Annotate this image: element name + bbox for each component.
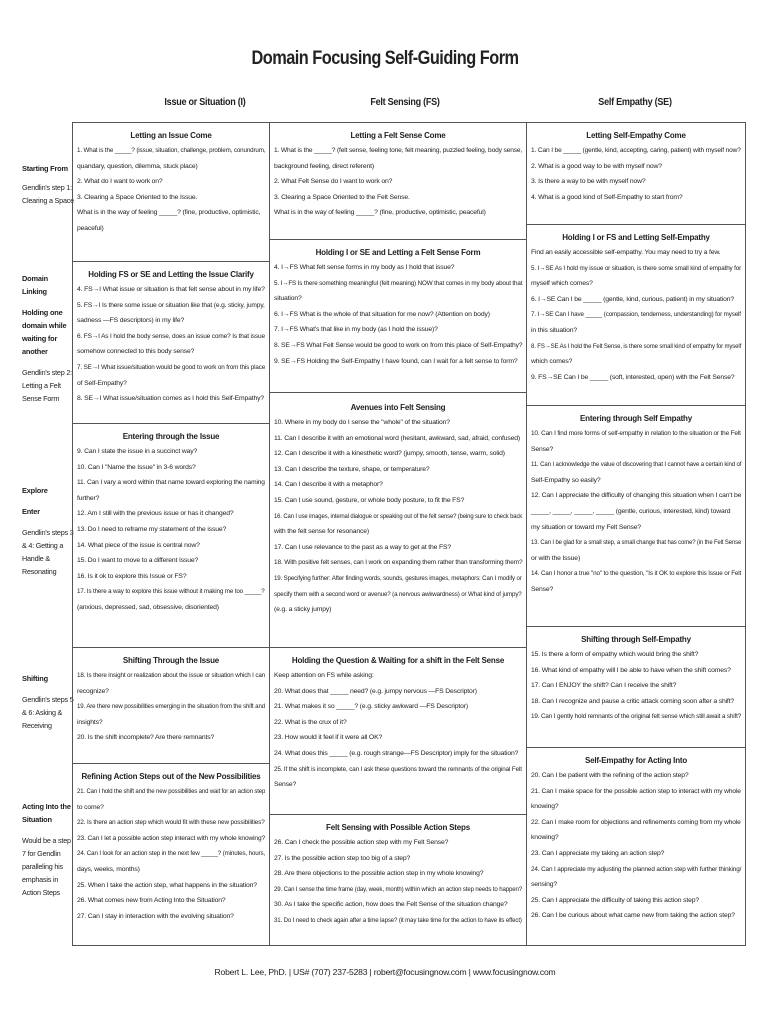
row-label-linking — [22, 272, 74, 405]
row-label-sub: Gendlin's steps 3 & 4: Getting a Handle & Resonating — [22, 528, 74, 576]
form-question-line: 4. I→FS What felt sense forms in my body as I hold that issue? — [274, 264, 455, 271]
cell-heading: Holding FS or SE and Letting the Issue Clarify — [88, 270, 254, 279]
footer-contact: Robert L. Lee, PhD. | US# (707) 237-5283 | robert@focusingnow.com | www.focusingnow.com — [214, 967, 556, 977]
form-question-line: 25. If the shift is incomplete, can I ask these questions toward the remnants of the original Felt — [274, 765, 522, 773]
form-question-line: 23. Can I appreciate my taking an action step? — [531, 849, 665, 857]
form-question-line: 26. Can I be curious about what came new from taking the action step? — [531, 912, 735, 920]
form-question-line: 23. How would it feel if it were all OK? — [274, 734, 383, 742]
form-question-line: 10. Where in my body do I sense the "whole" of the situation? — [274, 419, 450, 426]
form-question-line: 31. Do I need to check again after a time lapse? (it may take time for the action to have its effect) — [274, 916, 522, 924]
form-question-line: sensing? — [531, 881, 558, 889]
cell-heading: Holding the Question & Waiting for a shift in the Felt Sense — [291, 656, 505, 665]
form-question-line: of Self-Empathy? — [77, 379, 127, 387]
form-question-line: 11. Can I acknowledge the value of discovering that I cannot have a certain kind of — [531, 461, 742, 469]
form-question-line: 10. Can I find more forms of self-empathy in relation to the situation or the Felt — [531, 430, 741, 437]
form-question-line: Sense? — [274, 781, 297, 789]
form-question-line: 8. SE→FS What Felt Sense would be good to work on from this place of Self-Empathy? — [274, 341, 523, 349]
form-question-line: 14. What piece of the issue is central now? — [77, 541, 200, 549]
page-title: Domain Focusing Self-Guiding Form — [251, 48, 519, 69]
cell-heading: Letting an Issue Come — [130, 131, 212, 140]
cell-fs-explore — [269, 392, 527, 648]
cell-se-linking — [526, 224, 746, 406]
form-question-line: specify them with a second word or avenue? (a nervous awkwardness) or What kind of jumpy? — [274, 590, 522, 598]
form-question-line: or with the Issue) — [531, 554, 581, 562]
form-question-line: 11. Can I describe it with an emotional word (hesitant, awkward, sad, afraid, confused) — [274, 434, 520, 442]
cell-heading: Felt Sensing with Possible Action Steps — [326, 823, 470, 832]
form-question-line: Sense? — [531, 445, 554, 453]
cell-lines — [77, 784, 265, 924]
form-question-line: 7. I→FS What's that like in my body (as I hold the issue)? — [274, 326, 438, 334]
form-question-line: 6. FS→I As I hold the body sense, does an issue come? Is that issue — [77, 332, 265, 340]
form-question-line: 16. Can I use images, internal dialogue or speaking out of the felt sense? (being sure to check back — [274, 512, 523, 520]
form-question-line: 19. Specifying further: After finding words, sounds, gestures images, metaphors: Can I modify or — [274, 574, 522, 582]
form-question-line: 5. I→FS Is there something meaningful (felt meaning) NOW that comes in my body about that — [274, 279, 523, 287]
form-question-line: 18. Is there insight or realization about the issue or situation which I can — [77, 672, 266, 679]
form-question-line: knowing? — [531, 834, 559, 842]
cell-lines — [77, 444, 265, 616]
form-question-line: background feeling, direct referent) — [274, 162, 375, 170]
form-question-line: 14. Can I honor a true "no" to the question, "Is it OK to explore this Issue or Felt — [531, 570, 742, 578]
form-question-line: quandary, question, dilemma, stuck place) — [77, 162, 198, 170]
form-question-line: 8. SE→I What issue/situation comes as I hold this Self-Empathy? — [77, 395, 264, 403]
form-question-line: 13. Do I need to reframe my statement of the issue? — [77, 525, 227, 533]
form-question-line: further? — [77, 494, 100, 502]
cell-se-shifting — [526, 626, 746, 748]
cell-lines — [274, 260, 522, 369]
cell-lines — [274, 668, 522, 793]
form-question-line: 5. I→SE As I hold my issue or situation, is there some small kind of empathy for — [531, 264, 742, 272]
form-question-line: 15. Do I want to move to a different Issue? — [77, 557, 199, 565]
form-question-line: 29. Can I sense the time frame (day, week, month) within which an action step needs to happen? — [274, 885, 522, 893]
form-question-line: 15. Can I use sound, gesture, or whole body posture, to fit the FS? — [274, 496, 465, 504]
form-question-line: 1. Can I be _____ (gentle, kind, accepting, caring, patient) with myself now? — [531, 147, 741, 154]
form-question-line: 4. What is a good kind of Self-Empathy to start from? — [531, 193, 683, 201]
form-question-line: 3. Clearing a Space Oriented to the Felt Sense. — [274, 193, 410, 201]
cell-heading: Holding I or SE and Letting a Felt Sense Form — [315, 248, 481, 257]
cell-se-acting — [526, 747, 746, 946]
cell-lines — [531, 647, 741, 725]
form-question-line: (e.g. a sticky jumpy) — [274, 606, 332, 614]
form-question-line: 21. Can I hold the shift and the new possibilities and wait for an action step — [77, 788, 266, 795]
cell-lines — [274, 415, 522, 618]
form-question-line: 28. Are there objections to the possible action step in my whole knowing? — [274, 870, 484, 878]
row-label-title: Acting Into the Situation — [22, 802, 71, 824]
form-question-line: Find an easily accessible self-empathy. You may need to try a few. — [531, 249, 721, 256]
row-label-sub: Would be a step 7 for Gendlin paralleling his emphasis in Action Steps — [22, 836, 71, 897]
row-label-title2: Holding one domain while waiting for another — [22, 308, 67, 356]
form-question-line: 26. Can I check the possible action step with my Felt Sense? — [274, 839, 449, 846]
form-question-line: What is in the way of feeling _____? (fine, productive, optimistic, peaceful) — [274, 209, 486, 217]
cell-lines — [531, 245, 741, 385]
form-question-line: 3. Is there a way to be with myself now? — [531, 178, 646, 186]
form-question-line: knowing? — [531, 803, 559, 811]
form-question-line: 23. Can I let a possible action step interact with my whole knowing? — [77, 834, 266, 842]
form-question-line: (anxious, depressed, sad, obsessive, disoriented) — [77, 603, 219, 611]
form-question-line: situation? — [274, 295, 302, 303]
cell-se-explore — [526, 405, 746, 627]
form-question-line: 18. With positive felt senses, can I work on expanding them rather than transforming them? — [274, 559, 523, 567]
form-question-line: 22. Can I make room for objections and refinements coming from my whole — [531, 818, 741, 826]
form-question-line: 20. Can I be patient with the refining of the action step? — [531, 772, 689, 779]
cell-heading: Refining Action Steps out of the New Possibilities — [81, 772, 261, 781]
form-question-line: to come? — [77, 803, 104, 811]
form-question-line: my situation or toward my Felt Sense? — [531, 523, 642, 531]
form-question-line: 30. As I take the specific action, how does the Felt Sense of the situation change? — [274, 901, 508, 909]
form-question-line: 21. Can I make space for the possible action step to interact with my whole — [531, 787, 741, 795]
form-question-line: 2. What Felt Sense do I want to work on? — [274, 178, 393, 186]
form-question-line: 22. What is the crux of it? — [274, 718, 347, 726]
form-question-line: 26. What comes new from Acting Into the Situation? — [77, 897, 226, 905]
cell-heading: Shifting through Self-Empathy — [581, 635, 691, 644]
cell-fs-starting — [269, 122, 527, 240]
cell-lines — [77, 282, 265, 407]
cell-heading: Holding I or FS and Letting Self-Empathy — [562, 233, 710, 242]
form-question-line: 13. Can I be glad for a small step, a small change that has come? (in the Felt Sense — [531, 539, 742, 547]
column-header-issue: Issue or Situation (I) — [164, 96, 246, 108]
form-question-line: 27. Can I stay in interaction with the evolving situation? — [77, 912, 234, 920]
form-question-line: days, weeks, months) — [77, 865, 140, 873]
row-label-sub: Gendlin's steps 5 & 6: Asking & Receiving — [22, 695, 74, 730]
cell-lines — [531, 143, 741, 205]
form-question-line: recognize? — [77, 687, 109, 695]
cell-fs-shifting — [269, 647, 527, 815]
form-question-line: 12. Can I describe it with a kinesthetic word? (jumpy, smooth, tense, warm, solid) — [274, 450, 505, 458]
form-question-line: 12. Can I appreciate the difficulty of changing this situation when I can't be — [531, 492, 742, 500]
cell-issue-explore — [72, 423, 270, 648]
cell-lines — [274, 835, 522, 929]
form-question-line: Sense? — [531, 585, 554, 593]
form-question-line: 25. Can I appreciate the difficulty of taking this action step? — [531, 896, 700, 904]
form-question-line: myself which comes? — [531, 280, 593, 288]
form-question-line: 7. SE→I What issue/situation would be good to work on from this place — [77, 363, 266, 371]
form-question-line: 9. FS→SE Can I be _____ (soft, interested, open) with the Felt Sense? — [531, 373, 735, 381]
form-question-line: 2. What is a good way to be with myself now? — [531, 162, 662, 170]
form-question-line: 12. Am I still with the previous issue or has it changed? — [77, 510, 234, 518]
form-question-line: 7. I→SE Can I have _____ (compassion, tenderness, understanding) for myself — [531, 311, 741, 319]
cell-fs-linking — [269, 239, 527, 393]
form-question-line: 9. SE→FS Holding the Self-Empathy I have found, can I wait for a felt sense to form? — [274, 357, 518, 365]
form-question-line: 16. Is it ok to explore this Issue or FS? — [77, 572, 187, 580]
form-question-line: 16. What kind of empathy will I be able to have when the shift comes? — [531, 666, 731, 674]
form-question-line: 25. When I take the action step, what happens in the situation? — [77, 881, 257, 889]
form-question-line: 15. Is there a form of empathy which would bring the shift? — [531, 651, 699, 658]
form-question-line: 6. I→SE Can I be _____ (gentle, kind, curious, patient) in my situation? — [531, 295, 735, 303]
form-question-line: 18. Can I recognize and pause a critic attack coming soon after a shift? — [531, 697, 735, 705]
cell-heading: Entering through the Issue — [122, 432, 220, 441]
form-question-line: with the felt sense for resonance) — [274, 528, 370, 536]
cell-heading: Shifting Through the Issue — [122, 656, 220, 665]
form-question-line: 3. Clearing a Space Oriented to the Issue. — [77, 193, 198, 201]
row-label-title: Starting From — [22, 164, 68, 173]
row-label-starting — [22, 162, 74, 207]
form-question-line: _____, _____, _____, _____ (gentle, curious, interested, kind) toward — [531, 507, 731, 515]
cell-issue-acting — [72, 763, 270, 946]
form-question-line: 11. Can I vary a word within that name toward exploring the naming — [77, 479, 265, 487]
form-question-line: 17. Can I use relevance to the past as a way to get at the FS? — [274, 543, 451, 551]
form-question-line: 1. What is the _____? (issue, situation, challenge, problem, conundrum, — [77, 147, 266, 154]
row-label-explore — [22, 484, 74, 578]
row-label-acting — [22, 800, 74, 899]
form-question-line: 6. I→FS What is the whole of that situation for me now? (Attention on body) — [274, 310, 490, 318]
form-question-line: 2. What do I want to work on? — [77, 178, 163, 186]
form-question-line: somehow connected to this body sense? — [77, 348, 195, 356]
form-question-line: in this situation? — [531, 326, 578, 334]
form-question-line: Self-Empathy so easily? — [531, 476, 601, 484]
form-question-line: 13. Can I describe the texture, shape, or temperature? — [274, 465, 430, 473]
form-question-line: 24. What does this _____ (e.g. rough strange—FS Descriptor) imply for the situation? — [274, 749, 519, 757]
form-question-line: 1. What is the _____? (felt sense, feeling tone, felt meaning, puzzled feeling, body sense, — [274, 147, 523, 154]
cell-issue-linking — [72, 261, 270, 424]
form-question-line: 24. Can I look for an action step in the next few _____? (minutes, hours, — [77, 850, 266, 858]
form-question-line: Keep attention on FS while asking: — [274, 672, 374, 679]
form-question-line: 14. Can I describe it with a metaphor? — [274, 481, 383, 489]
form-question-line: 22. Is there an action step which would fit with these new possibilities? — [77, 819, 265, 827]
form-question-line: which comes? — [531, 358, 573, 366]
cell-heading: Letting Self-Empathy Come — [586, 131, 686, 140]
form-question-line: What is in the way of feeling _____? (fine, productive, optimistic, — [77, 209, 261, 217]
form-question-line: 27. Is the possible action step too big of a step? — [274, 854, 411, 862]
row-label-sub: Gendlin's step 2: Letting a Felt Sense Form — [22, 368, 72, 403]
form-question-line: 9. Can I state the issue in a succinct way? — [77, 448, 198, 455]
cell-heading: Self-Empathy for Acting Into — [584, 756, 688, 765]
form-question-line: 21. What makes it so _____? (e.g. sticky awkward —FS Descriptor) — [274, 703, 469, 711]
form-question-line: insights? — [77, 718, 103, 726]
cell-lines — [531, 426, 741, 598]
cell-heading: Entering through Self Empathy — [580, 414, 692, 423]
column-header-felt-sensing: Felt Sensing (FS) — [370, 96, 440, 108]
form-question-line: 17. Is there a way to explore this issue without it making me too _____? — [77, 588, 265, 596]
row-label-sub: Gendlin's step 1: Clearing a Space — [22, 183, 74, 205]
row-label-title2: Enter — [22, 507, 40, 516]
form-question-line: 5. FS→I Is there some issue or situation like that (e.g. sticky, jumpy, — [77, 301, 265, 309]
form-question-line: 4. FS→I What issue or situation is that felt sense about in my life? — [77, 286, 265, 293]
form-question-line: 20. Is the shift incomplete? Are there remnants? — [77, 734, 215, 742]
form-question-line: 24. Can I appreciate my adjusting the planned action step with further thinking/ — [531, 865, 742, 873]
cell-issue-shifting — [72, 647, 270, 764]
cell-lines — [77, 143, 265, 237]
form-question-line: 10. Can I "Name the Issue" in 3-6 words? — [77, 463, 196, 471]
row-label-title: Domain Linking — [22, 274, 48, 296]
cell-heading: Letting a Felt Sense Come — [350, 131, 446, 140]
form-question-line: peaceful) — [77, 224, 104, 232]
cell-heading: Avenues into Felt Sensing — [350, 403, 446, 412]
row-label-title: Explore — [22, 486, 48, 495]
form-question-line: 8. FS→SE As I hold the Felt Sense, is there some small kind of empathy for myself — [531, 342, 742, 350]
row-label-shifting — [22, 672, 74, 732]
cell-issue-starting — [72, 122, 270, 262]
column-header-self-empathy: Self Empathy (SE) — [598, 96, 672, 108]
cell-lines — [274, 143, 522, 221]
form-question-line: 19. Are there new possibilities emerging in the situation from the shift and — [77, 703, 265, 711]
form-question-line: 19. Can I gently hold remnants of the original felt sense which still await a shift? — [531, 713, 742, 721]
cell-lines — [77, 668, 265, 746]
form-question-line: 20. What does that _____ need? (e.g. jumpy nervous —FS Descriptor) — [274, 687, 477, 695]
form-question-line: 17. Can I ENJOY the shift? Can I receive the shift? — [531, 682, 677, 690]
cell-fs-acting — [269, 814, 527, 946]
form-question-line: sadness —FS descriptors) in my life? — [77, 317, 185, 325]
cell-se-starting — [526, 122, 746, 225]
cell-lines — [531, 768, 741, 924]
row-label-title: Shifting — [22, 674, 48, 683]
